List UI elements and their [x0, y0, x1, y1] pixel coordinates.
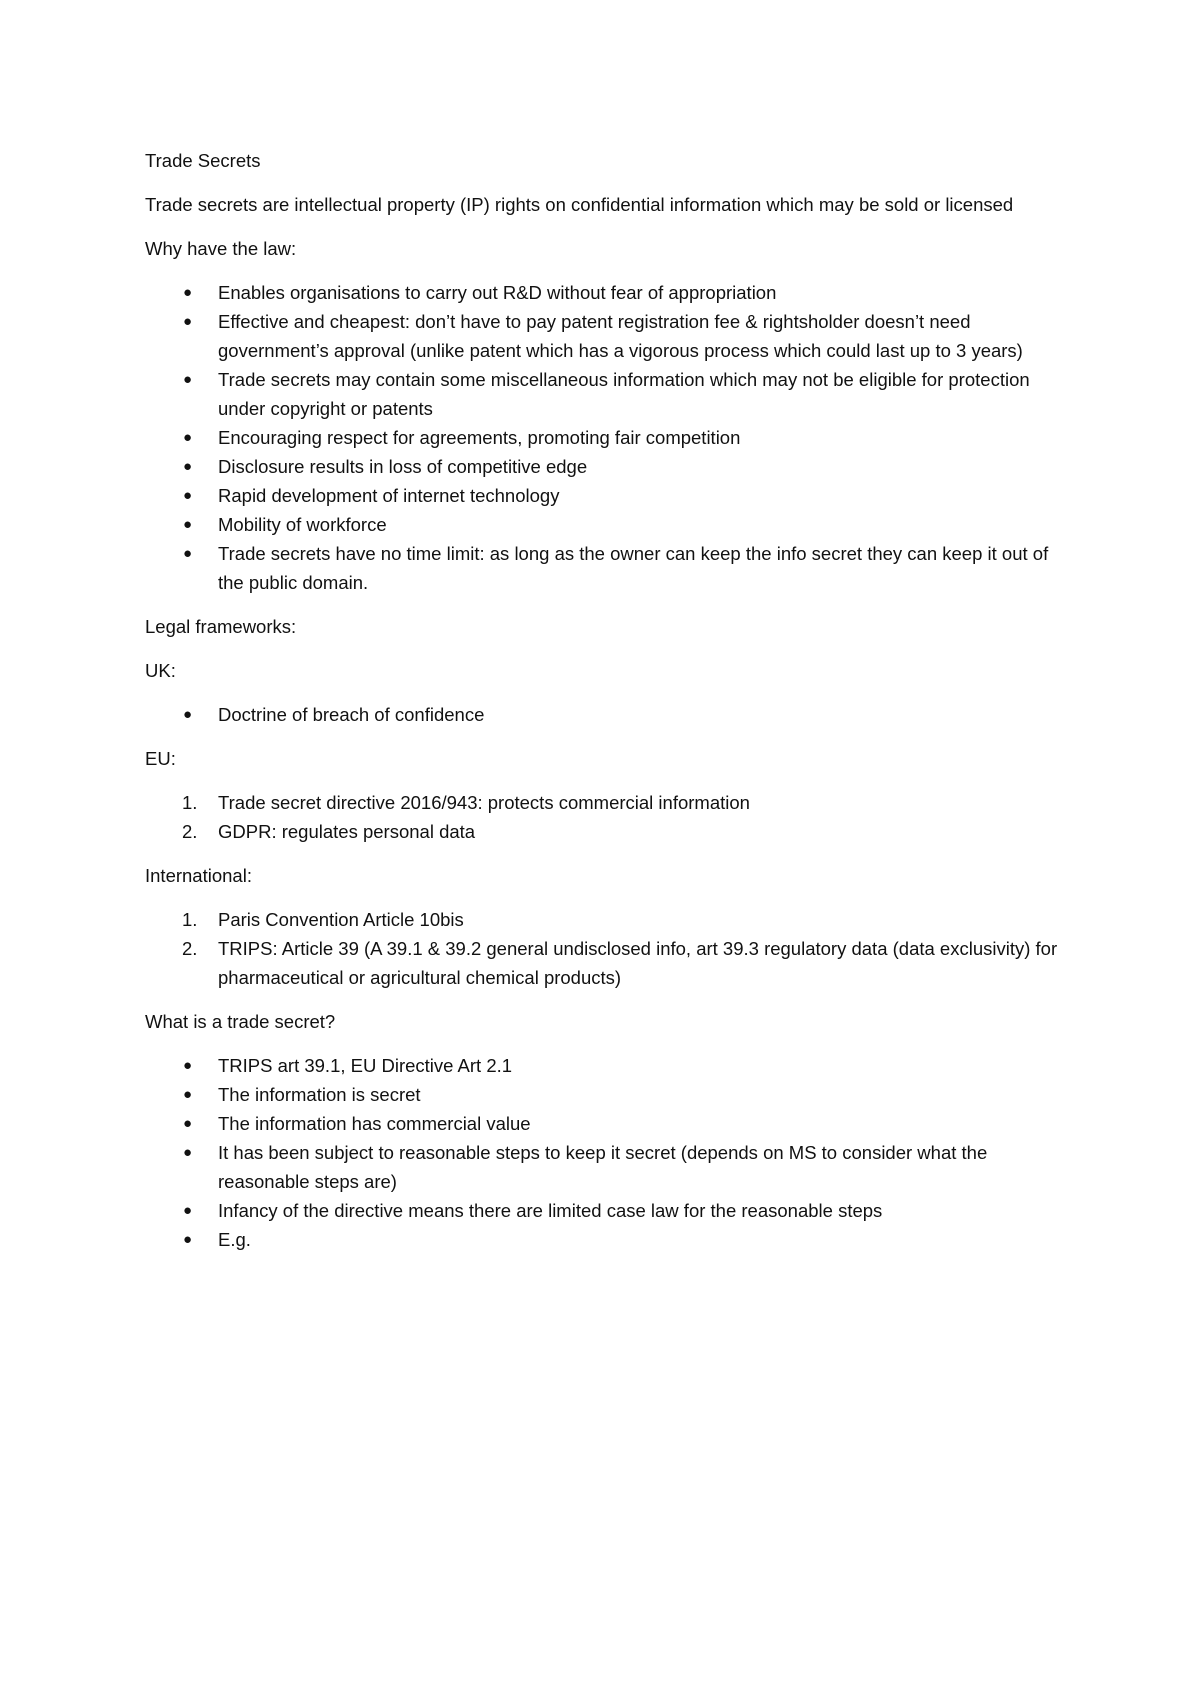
- list-item: [145, 1080, 1065, 1109]
- uk-heading: UK:: [145, 660, 176, 681]
- list-item: [145, 1138, 1065, 1196]
- list-item-text: Doctrine of breach of confidence: [218, 704, 485, 725]
- bullet-icon: ●: [183, 1144, 193, 1161]
- international-list: [145, 905, 1065, 992]
- list-item-text: Effective and cheapest: don’t have to pay patent registration fee & rightsholder doesn’t need government’s approval (unlike patent which has a vigorous process which could last up to 3 years): [218, 311, 1023, 361]
- list-item-text: Rapid development of internet technology: [218, 485, 560, 506]
- list-item: [145, 510, 1065, 539]
- bullet-icon: ●: [183, 1202, 193, 1219]
- list-item: [145, 278, 1065, 307]
- bullet-icon: ●: [183, 313, 193, 330]
- list-item: [145, 905, 1065, 934]
- bullet-icon: ●: [183, 1086, 193, 1103]
- list-number: 1.: [182, 792, 198, 813]
- list-item: [145, 1051, 1065, 1080]
- list-item-text: Encouraging respect for agreements, promoting fair competition: [218, 427, 741, 448]
- bullet-icon: ●: [183, 1231, 193, 1248]
- list-item: [145, 481, 1065, 510]
- bullet-icon: ●: [183, 429, 193, 446]
- list-item: [145, 788, 1065, 817]
- list-item: [145, 1109, 1065, 1138]
- document-body: [145, 146, 1065, 1269]
- list-item-text: Trade secret directive 2016/943: protects commercial information: [218, 792, 750, 813]
- list-item: [145, 934, 1065, 992]
- list-item: [145, 817, 1065, 846]
- list-item-text: E.g.: [218, 1229, 251, 1250]
- bullet-icon: ●: [183, 487, 193, 504]
- list-number: 2.: [182, 821, 198, 842]
- what-is-list: [145, 1051, 1065, 1254]
- list-item: [145, 307, 1065, 365]
- bullet-icon: ●: [183, 284, 193, 301]
- list-item-text: Trade secrets have no time limit: as long as the owner can keep the info secret they can keep it out of the public domain.: [218, 543, 1049, 593]
- list-item-text: Infancy of the directive means there are limited case law for the reasonable steps: [218, 1200, 883, 1221]
- bullet-icon: ●: [183, 706, 193, 723]
- list-item-text: Mobility of workforce: [218, 514, 387, 535]
- intro-paragraph: Trade secrets are intellectual property (IP) rights on confidential information which may be sold or licensed: [145, 194, 1014, 215]
- bullet-icon: ●: [183, 458, 193, 475]
- list-number: 2.: [182, 938, 198, 959]
- list-item-text: Paris Convention Article 10bis: [218, 909, 464, 930]
- bullet-icon: ●: [183, 516, 193, 533]
- eu-list: [145, 788, 1065, 846]
- list-item-text: TRIPS art 39.1, EU Directive Art 2.1: [218, 1055, 513, 1076]
- bullet-icon: ●: [183, 545, 193, 562]
- international-heading: International:: [145, 865, 252, 886]
- list-item: [145, 539, 1065, 597]
- list-item-text: Enables organisations to carry out R&D without fear of appropriation: [218, 282, 777, 303]
- eu-heading: EU:: [145, 748, 176, 769]
- bullet-icon: ●: [183, 1115, 193, 1132]
- list-number: 1.: [182, 909, 198, 930]
- list-item-text: The information is secret: [218, 1084, 421, 1105]
- document-title: Trade Secrets: [145, 150, 261, 171]
- bullet-icon: ●: [183, 371, 193, 388]
- list-item-text: It has been subject to reasonable steps to keep it secret (depends on MS to consider what the reasonable steps are): [218, 1142, 988, 1192]
- list-item: [145, 1225, 1065, 1254]
- list-item-text: Trade secrets may contain some miscellaneous information which may not be eligible for protection under copyright or patents: [218, 369, 1030, 419]
- legal-frameworks-heading: Legal frameworks:: [145, 616, 297, 637]
- why-heading: Why have the law:: [145, 238, 297, 259]
- list-item: [145, 423, 1065, 452]
- list-item: [145, 365, 1065, 423]
- list-item-text: GDPR: regulates personal data: [218, 821, 476, 842]
- list-item-text: The information has commercial value: [218, 1113, 531, 1134]
- list-item: [145, 452, 1065, 481]
- list-item: [145, 700, 1065, 729]
- what-is-heading: What is a trade secret?: [145, 1011, 336, 1032]
- bullet-icon: ●: [183, 1057, 193, 1074]
- list-item-text: Disclosure results in loss of competitive edge: [218, 456, 588, 477]
- list-item: [145, 1196, 1065, 1225]
- uk-list: [145, 700, 1065, 729]
- why-list: [145, 278, 1065, 597]
- list-item-text: TRIPS: Article 39 (A 39.1 & 39.2 general undisclosed info, art 39.3 regulatory data (data exclusivity) for pharmaceutical or agricultural chemical products): [218, 938, 1058, 988]
